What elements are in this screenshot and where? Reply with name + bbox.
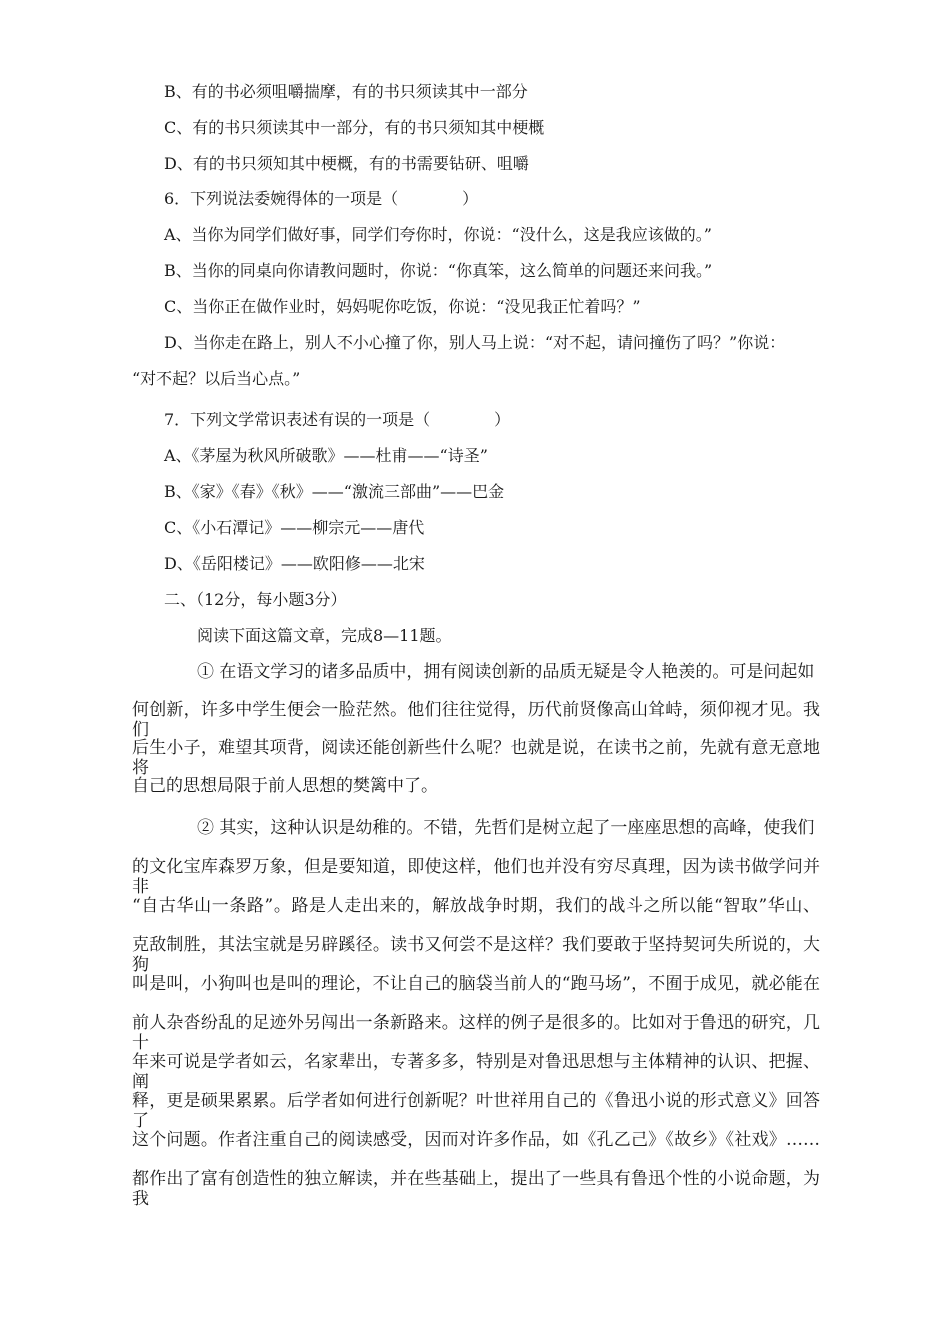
option-d-q5: D、有的书只须知其中梗概，有的书需要钻研、咀嚼 — [164, 154, 529, 173]
option-a-q6: A、当你为同学们做好事，同学们夸你时，你说：“没什么，这是我应该做的。” — [164, 225, 712, 244]
paragraph-2-line: 年来可说是学者如云，名家辈出，专著多多，特别是对鲁迅思想与主体精神的认识、把握、阐 — [132, 1052, 820, 1092]
paragraph-2-line: 释，更是硕果累累。后学者如何进行创新呢？叶世祥用自己的《鲁迅小说的形式意义》回答了 — [132, 1091, 820, 1131]
paragraph-2-line: 叫是叫，小狗叫也是叫的理论，不让自己的脑袋当前人的“跑马场”，不囿于成见，就必能在 — [132, 974, 820, 994]
option-c-q6: C、当你正在做作业时，妈妈呢你吃饭，你说：“没见我正忙着吗？” — [164, 297, 641, 316]
paragraph-2-line: 前人杂沓纷乱的足迹外另闯出一条新路来。这样的例子是很多的。比如对于鲁迅的研究，几十 — [132, 1013, 820, 1053]
paragraph-2-line: 的文化宝库森罗万象，但是要知道，即使这样，他们也并没有穷尽真理，因为读书做学问并非 — [132, 857, 820, 897]
option-a-q7: A、《茅屋为秋风所破歌》——杜甫——“诗圣” — [164, 446, 488, 465]
paragraph-2-line: ② 其实，这种认识是幼稚的。不错，先哲们是树立起了一座座思想的高峰，使我们 — [197, 818, 815, 838]
section-2-heading: 二、（12分，每小题3分） — [164, 590, 347, 609]
option-c-q5: C、有的书只须读其中一部分，有的书只须知其中梗概 — [164, 118, 545, 137]
option-b-q6: B、当你的同桌向你请教问题时，你说：“你真笨，这么简单的问题还来问我。” — [164, 261, 713, 280]
option-b-q5: B、有的书必须咀嚼揣摩，有的书只须读其中一部分 — [164, 82, 528, 101]
option-d-q6: D、当你走在路上，别人不小心撞了你，别人马上说：“对不起，请问撞伤了吗？”你说： — [164, 333, 786, 352]
reading-instruction: 阅读下面这篇文章，完成8—11题。 — [197, 626, 452, 645]
option-b-q7: B、《家》《春》《秋》——“激流三部曲”——巴金 — [164, 482, 505, 501]
paragraph-2-line: 这个问题。作者注重自己的阅读感受，因而对许多作品，如《孔乙己》《故乡》《社戏》…… — [132, 1130, 820, 1150]
option-c-q7: C、《小石潭记》——柳宗元——唐代 — [164, 518, 425, 537]
paragraph-2-line: 克敌制胜，其法宝就是另辟蹊径。读书又何尝不是这样？我们要敢于坚持契诃失所说的，大狗 — [132, 935, 820, 975]
paragraph-1-line: 后生小子，难望其项背，阅读还能创新些什么呢？也就是说，在读书之前，先就有意无意地将 — [132, 738, 820, 778]
question-7: 7．下列文学常识表述有误的一项是（ ） — [164, 410, 511, 429]
option-d-q7: D、《岳阳楼记》——欧阳修——北宋 — [164, 554, 425, 573]
paragraph-1-line: 自己的思想局限于前人思想的樊篱中了。 — [132, 776, 438, 796]
paragraph-2-line: 都作出了富有创造性的独立解读，并在些基础上，提出了一些具有鲁迅个性的小说命题，为我 — [132, 1169, 820, 1209]
paragraph-1-line: ① 在语文学习的诸多品质中，拥有阅读创新的品质无疑是令人艳羡的。可是问起如 — [197, 662, 815, 682]
question-6: 6．下列说法委婉得体的一项是（ ） — [164, 189, 479, 208]
option-d-q6-cont: “对不起？以后当心点。” — [132, 369, 301, 388]
paragraph-2-line: “自古华山一条路”。路是人走出来的，解放战争时期，我们的战斗之所以能“智取”华山、 — [132, 896, 820, 916]
paragraph-1-line: 何创新，许多中学生便会一脸茫然。他们往往觉得，历代前贤像高山耸峙，须仰视才见。我们 — [132, 700, 820, 740]
